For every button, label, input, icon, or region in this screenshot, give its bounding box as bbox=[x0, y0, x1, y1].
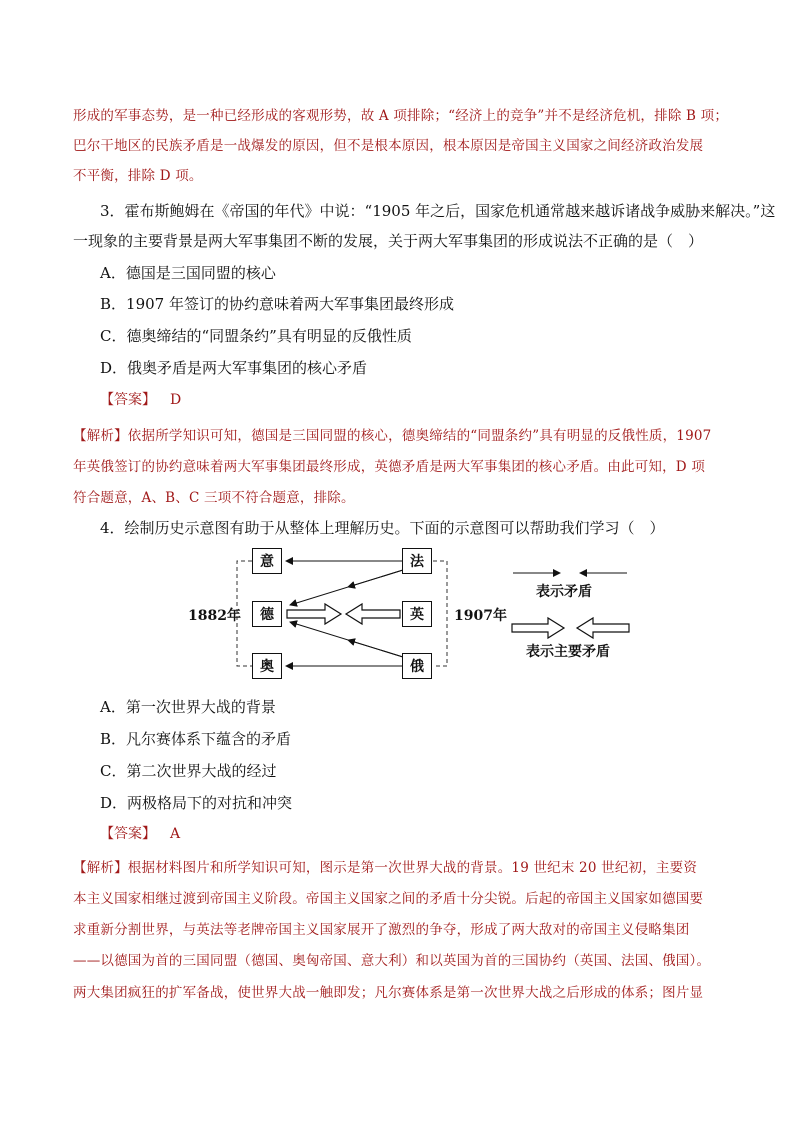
main-arrow-de bbox=[287, 604, 341, 624]
q4-analysis-line-3: 求重新分割世界，与英法等老牌帝国主义国家展开了激烈的争夺，形成了两大敌对的帝国主义侵略集团 bbox=[73, 922, 690, 938]
intro-line-2: 巴尔干地区的民族矛盾是一战爆发的原因，但不是根本原因，根本原因是帝国主义国家之间经济政治发展 bbox=[73, 138, 704, 154]
box-italy: 意 bbox=[252, 548, 282, 574]
q4-answer-value: A bbox=[170, 826, 181, 842]
year-1882: 1882年 bbox=[188, 608, 241, 624]
box-germany: 德 bbox=[252, 601, 282, 627]
box-russia: 俄 bbox=[402, 653, 432, 679]
q4-analysis-line-5: 两大集团疯狂的扩军备战，使世界大战一触即发；凡尔赛体系是第一次世界大战之后形成的体系；图片显 bbox=[73, 985, 704, 1001]
q3-answer-value: D bbox=[170, 392, 182, 408]
q3-option-b: B．1907 年签订的协约意味着两大军事集团最终形成 bbox=[100, 295, 454, 313]
q4-answer-tag: 【答案】 bbox=[100, 826, 156, 842]
q4-option-c: C．第二次世界大战的经过 bbox=[100, 762, 277, 780]
q3-stem-line-2: 一现象的主要背景是两大军事集团不断的发展，关于两大军事集团的形成说法不正确的是（ ） bbox=[73, 232, 704, 250]
q3-analysis-line-1: 【解析】依据所学知识可知，德国是三国同盟的核心，德奥缔结的“同盟条约”具有明显的反俄性质，1907 bbox=[73, 428, 712, 444]
box-austria: 奥 bbox=[252, 653, 282, 679]
q4-analysis-line-1: 【解析】根据材料图片和所学知识可知，图示是第一次世界大战的背景。19 世纪末 20 世纪初，主要资 bbox=[73, 860, 698, 876]
q4-option-d: D．两极格局下的对抗和冲突 bbox=[100, 794, 293, 812]
intro-line-1: 形成的军事态势，是一种已经形成的客观形势，故 A 项排除；“经济上的竞争”并不是经济危机，排除 B 项； bbox=[73, 108, 729, 124]
q4-analysis-line-4: ——以德国为首的三国同盟（德国、奥匈帝国、意大利）和以英国为首的三国协约（英国、法国、俄国）。 bbox=[73, 953, 711, 969]
legend-contradiction-label: 表示矛盾 bbox=[536, 584, 592, 600]
box-britain: 英 bbox=[402, 601, 432, 627]
year-1907: 1907年 bbox=[454, 608, 507, 624]
legend-hollow-right bbox=[512, 618, 564, 638]
q3-answer-tag: 【答案】 bbox=[100, 392, 156, 408]
q3-analysis-line-2: 年英俄签订的协约意味着两大军事集团最终形成，英德矛盾是两大军事集团的核心矛盾。由此可知，D 项 bbox=[73, 459, 706, 475]
legend-main-contradiction-label: 表示主要矛盾 bbox=[526, 644, 610, 660]
intro-line-3: 不平衡，排除 D 项。 bbox=[73, 168, 203, 184]
q4-option-a: A．第一次世界大战的背景 bbox=[100, 698, 276, 716]
q4-answer bbox=[100, 823, 180, 843]
q3-analysis-line-3: 符合题意，A、B、C 三项不符合题意，排除。 bbox=[73, 490, 355, 506]
arrow-e-de-mid bbox=[348, 640, 403, 657]
box-france: 法 bbox=[402, 548, 432, 574]
q3-option-c: C．德奥缔结的“同盟条约”具有明显的反俄性质 bbox=[100, 327, 412, 345]
legend-hollow-left bbox=[577, 618, 629, 638]
right-bracket bbox=[433, 561, 447, 666]
arrow-fa-de-mid bbox=[348, 570, 403, 587]
q4-option-b: B．凡尔赛体系下蕴含的矛盾 bbox=[100, 730, 292, 748]
q3-stem-line-1: 3．霍布斯鲍姆在《帝国的年代》中说：“1905 年之后，国家危机通常越来越诉诸战争威胁来解决。”这 bbox=[100, 202, 776, 220]
q3-option-d: D．俄奥矛盾是两大军事集团的核心矛盾 bbox=[100, 359, 368, 377]
q4-stem: 4．绘制历史示意图有助于从整体上理解历史。下面的示意图可以帮助我们学习（ ） bbox=[100, 519, 665, 537]
q4-analysis-line-2: 本主义国家相继过渡到帝国主义阶段。帝国主义国家之间的矛盾十分尖锐。后起的帝国主义国家如德国要 bbox=[73, 891, 704, 907]
main-arrow-ying bbox=[346, 604, 400, 624]
q3-option-a: A．德国是三国同盟的核心 bbox=[100, 264, 276, 282]
